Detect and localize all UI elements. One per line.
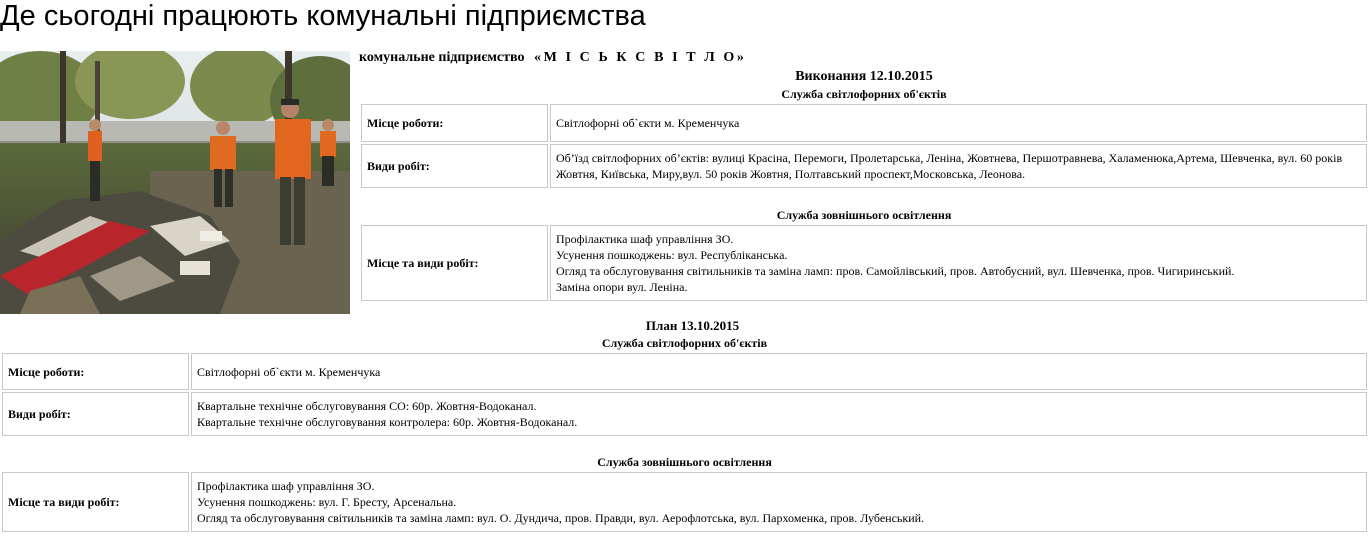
plan-lighting-table: [0, 470, 1369, 534]
plan-section: [0, 317, 1369, 534]
company-name: «М І С Ь К С В І Т Л О»: [533, 50, 747, 65]
page-title: Де сьогодні працюють комунальні підприємства: [0, 0, 646, 32]
table-row: [361, 144, 1367, 188]
row-label: Місце та види робіт:: [361, 225, 548, 301]
row-label: Місце роботи:: [361, 104, 548, 142]
company-prefix: комунальне підприємство: [359, 50, 525, 65]
row-value: Світлофорні об`єкти м. Кременчука: [550, 104, 1367, 142]
row-label: Місце роботи:: [2, 353, 189, 390]
company-line: [359, 48, 1369, 68]
row-value: Світлофорні об`єкти м. Кременчука: [191, 353, 1367, 390]
row-label: Види робіт:: [2, 392, 189, 436]
row-value: Профілактика шаф управління ЗО. Усунення пошкоджень: вул. Г. Бресту, Арсенальна. Огляд та обслуговування світильників та заміна ламп: вул. О. Дундича, пров. Правди, вул. Аерофлотська, вул. Пархоменка, пров. Лубенський.: [191, 472, 1367, 532]
table-row: [2, 392, 1367, 436]
execution-heading: Виконання 12.10.2015: [795, 69, 933, 84]
workers-photo: [0, 51, 350, 314]
execution-traffic-title: Служба світлофорних об'єктів: [781, 87, 947, 101]
table-row: [2, 353, 1367, 390]
plan-lighting-title: Служба зовнішнього освітлення: [597, 455, 772, 469]
row-value: Профілактика шаф управління ЗО. Усунення пошкоджень: вул. Республіканська. Огляд та обслуговування світильників та заміна ламп: пров. Самойлівський, пров. Автобусний, вул. Шевченка, пров. Чигиринський. Заміна опори вул. Леніна.: [550, 225, 1367, 301]
row-value: Квартальне технічне обслуговування СО: 60р. Жовтня-Водоканал. Квартальне технічне обслуговування контролера: 60р. Жовтня-Водоканал.: [191, 392, 1367, 436]
table-row: [361, 225, 1367, 301]
row-label: Місце та види робіт:: [2, 472, 189, 532]
row-value: Об’їзд світлофорних об’єктів: вулиці Красіна, Перемоги, Пролетарська, Леніна, Жовтнева, Першотравнева, Халаменюка,Артема, Шевченка, вул. 60 років Жовтня, Київська, Миру,вул. 50 років Жовтня, Полтавський проспект,Московська, Леонова.: [550, 144, 1367, 188]
plan-traffic-title: Служба світлофорних об'єктів: [601, 336, 768, 350]
row-label: Види робіт:: [361, 144, 548, 188]
execution-section: [359, 48, 1369, 303]
execution-traffic-table: [359, 102, 1369, 190]
table-row: [361, 104, 1367, 142]
execution-lighting-title: Служба зовнішнього освітлення: [776, 208, 952, 222]
plan-heading: План 13.10.2015: [645, 318, 740, 333]
execution-lighting-table: [359, 223, 1369, 303]
table-row: [2, 472, 1367, 532]
plan-traffic-table: [0, 351, 1369, 438]
